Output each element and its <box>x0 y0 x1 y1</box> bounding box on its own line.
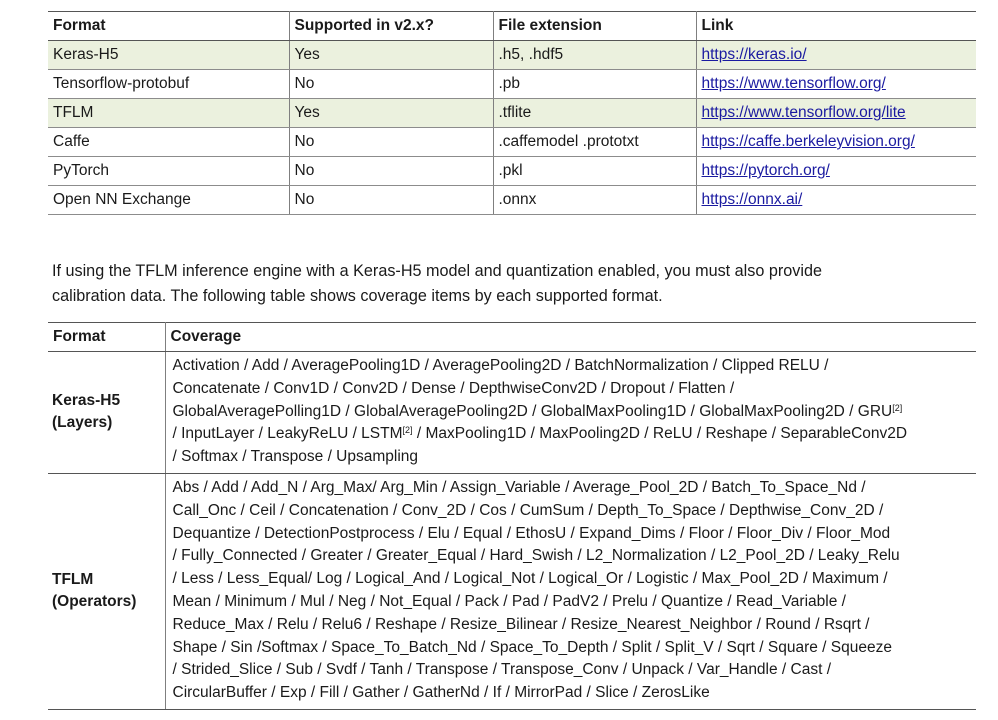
pytorch-link[interactable]: https://pytorch.org/ <box>701 162 830 179</box>
coverage-table <box>48 322 976 710</box>
header-extension: File extension <box>493 12 696 41</box>
supported-cell: No <box>289 186 493 215</box>
format-cell: TFLM <box>48 99 289 128</box>
coverage-cell <box>165 473 976 709</box>
coverage-line: Abs / Add / Add_N / Arg_Max/ Arg_Min / Assign_Variable / Average_Pool_2D / Batch_To_Space_Nd / <box>172 478 866 496</box>
coverage-line: Dequantize / DetectionPostprocess / Elu / Equal / EthosU / Expand_Dims / Floor / Floor_Div / Floor_Mod <box>172 524 891 542</box>
link-cell <box>696 70 976 99</box>
supported-cell: No <box>289 157 493 186</box>
format-name: TFLM <box>52 570 94 588</box>
intro-line: calibration data. The following table shows coverage items by each supported format. <box>52 287 663 305</box>
table-row <box>48 352 976 474</box>
coverage-line: / Fully_Connected / Greater / Greater_Equal / Hard_Swish / L2_Normalization / L2_Pool_2D / Leaky_Relu <box>172 547 900 565</box>
coverage-text: / MaxPooling1D / MaxPooling2D / ReLU / Reshape / SeparableConv2D <box>412 425 908 443</box>
extension-cell: .pb <box>493 70 696 99</box>
header-format: Format <box>48 323 165 352</box>
formats-header-row <box>48 12 976 41</box>
coverage-text: GlobalAveragePolling1D / GlobalAveragePooling2D / GlobalMaxPooling1D / GlobalMaxPooling2D / GRU <box>172 402 893 420</box>
intro-paragraph <box>52 259 972 309</box>
coverage-text: / InputLayer / LeakyReLU / LSTM <box>172 425 403 443</box>
table-row <box>48 99 976 128</box>
coverage-cell <box>165 352 976 474</box>
link-cell <box>696 99 976 128</box>
coverage-header-row <box>48 323 976 352</box>
coverage-line <box>173 401 973 424</box>
coverage-line: Mean / Minimum / Mul / Neg / Not_Equal / Pack / Pad / PadV2 / Prelu / Quantize / Read_Variable / <box>172 592 846 610</box>
tensorflow-link[interactable]: https://www.tensorflow.org/ <box>701 75 886 92</box>
extension-cell: .onnx <box>493 186 696 215</box>
link-cell <box>696 157 976 186</box>
intro-line: If using the TFLM inference engine with a Keras-H5 model and quantization enabled, you must also provide <box>52 262 822 280</box>
keras-link[interactable]: https://keras.io/ <box>701 46 807 63</box>
extension-cell: .pkl <box>493 157 696 186</box>
table-row <box>48 186 976 215</box>
coverage-line: / Strided_Slice / Sub / Svdf / Tanh / Transpose / Transpose_Conv / Unpack / Var_Handle / Cast / <box>172 661 832 679</box>
supported-cell: Yes <box>289 41 493 70</box>
footnote-marker: [2] <box>892 402 903 413</box>
format-cell: Caffe <box>48 128 289 157</box>
header-supported: Supported in v2.x? <box>289 12 493 41</box>
format-kind: (Operators) <box>52 592 137 610</box>
tflite-link[interactable]: https://www.tensorflow.org/lite <box>701 104 906 121</box>
table-row <box>48 41 976 70</box>
onnx-link[interactable]: https://onnx.ai/ <box>701 191 803 208</box>
extension-cell: .tflite <box>493 99 696 128</box>
coverage-line: / Softmax / Transpose / Upsampling <box>172 448 419 466</box>
format-cell: Keras-H5 <box>48 41 289 70</box>
header-coverage: Coverage <box>165 323 976 352</box>
extension-cell: .h5, .hdf5 <box>493 41 696 70</box>
format-name: Keras-H5 <box>52 391 121 409</box>
format-cell <box>48 352 165 474</box>
table-row <box>48 128 976 157</box>
footnote-marker: [2] <box>402 425 413 436</box>
supported-cell: Yes <box>289 99 493 128</box>
supported-cell: No <box>289 70 493 99</box>
coverage-line: Call_Onc / Ceil / Concatenation / Conv_2D / Cos / CumSum / Depth_To_Space / Depthwise_Conv_2D / <box>172 501 884 519</box>
link-cell <box>696 41 976 70</box>
link-cell <box>696 128 976 157</box>
coverage-line: Shape / Sin /Softmax / Space_To_Batch_Nd / Space_To_Depth / Split / Split_V / Sqrt / Square / Squeeze <box>172 638 892 656</box>
table-row <box>48 70 976 99</box>
coverage-line: CircularBuffer / Exp / Fill / Gather / GatherNd / If / MirrorPad / Slice / ZerosLike <box>172 684 710 702</box>
coverage-line: Reduce_Max / Relu / Relu6 / Reshape / Resize_Bilinear / Resize_Nearest_Neighbor / Round / Rsqrt / <box>172 615 870 633</box>
format-cell: PyTorch <box>48 157 289 186</box>
format-cell: Tensorflow-protobuf <box>48 70 289 99</box>
formats-table <box>48 11 976 215</box>
coverage-line: / Less / Less_Equal/ Log / Logical_And / Logical_Not / Logical_Or / Logistic / Max_Pool_2D / Maximum / <box>172 570 888 588</box>
format-cell: Open NN Exchange <box>48 186 289 215</box>
format-cell <box>48 473 165 709</box>
coverage-line: Activation / Add / AverageP​ooling1D / AveragePooling2D / BatchNormalization / Clipped RELU / <box>172 357 829 374</box>
extension-cell: .caffemodel .prototxt <box>493 128 696 157</box>
table-row <box>48 157 976 186</box>
coverage-line: Concatenate / Conv1D / Conv2D / Dense / DepthwiseConv2D / Dropout / Flatten / <box>172 379 735 397</box>
coverage-line <box>173 423 973 446</box>
link-cell <box>696 186 976 215</box>
header-format: Format <box>48 12 289 41</box>
format-kind: (Layers) <box>52 413 113 431</box>
supported-cell: No <box>289 128 493 157</box>
caffe-link[interactable]: https://caffe.berkeleyvision.org/ <box>701 133 915 150</box>
table-row <box>48 473 976 709</box>
header-link: Link <box>696 12 976 41</box>
